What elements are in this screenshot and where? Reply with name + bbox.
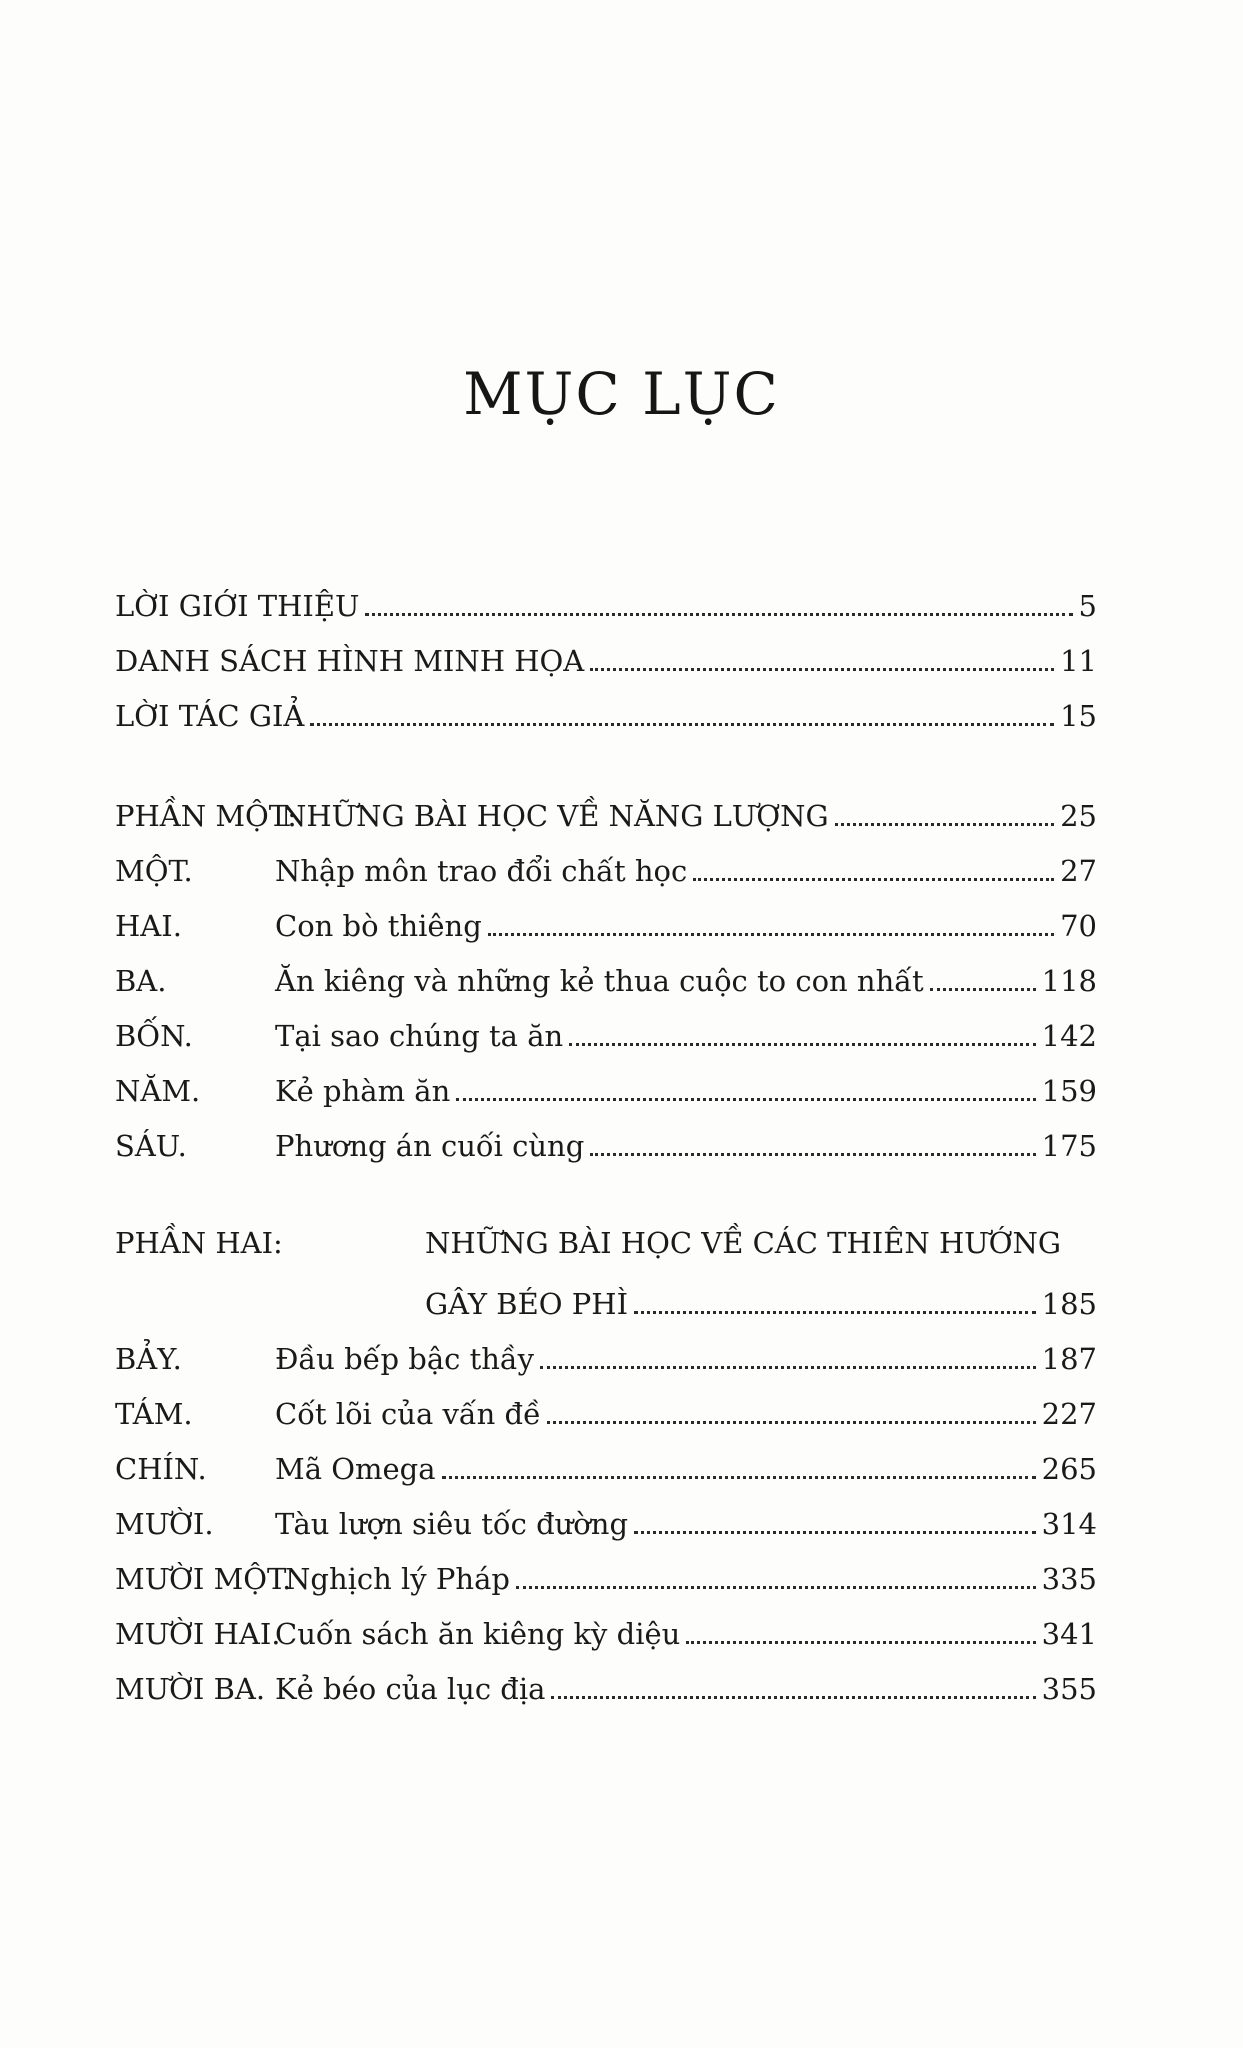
chapter-number: HAI.: [115, 909, 182, 943]
chapter-number: MƯỜI.: [115, 1507, 214, 1541]
dot-leader: [835, 823, 1054, 826]
chapter-title: Đầu bếp bậc thầy: [275, 1342, 535, 1376]
entry-page: 70: [1060, 909, 1097, 943]
entry-page: 142: [1041, 1019, 1097, 1053]
entry-page: 314: [1041, 1507, 1097, 1541]
part-two-title-line1[interactable]: NHỮNG BÀI HỌC VỀ CÁC THIÊN HƯỚNG: [425, 1226, 1062, 1260]
toc-chapter[interactable]: [115, 845, 1097, 889]
chapter-title: Kẻ phàm ăn: [275, 1074, 451, 1108]
toc-entry-figures[interactable]: [115, 635, 1097, 679]
entry-page: 335: [1041, 1562, 1097, 1596]
entry-page: 175: [1041, 1129, 1097, 1163]
dot-leader: [686, 1641, 1035, 1644]
dot-leader: [634, 1311, 1036, 1314]
chapter-title: Mã Omega: [275, 1452, 436, 1486]
entry-title: DANH SÁCH HÌNH MINH HỌA: [115, 644, 585, 678]
dot-leader: [365, 613, 1072, 616]
part-two-label: PHẦN HAI:: [115, 1226, 283, 1260]
part-title: NHỮNG BÀI HỌC VỀ NĂNG LƯỢNG: [281, 799, 829, 833]
dot-leader: [634, 1531, 1036, 1534]
chapter-number: BA.: [115, 964, 167, 998]
chapter-number: BẢY.: [115, 1342, 182, 1376]
dot-leader: [540, 1366, 1036, 1369]
toc-chapter[interactable]: [115, 1388, 1097, 1432]
toc-chapter[interactable]: [115, 1553, 1097, 1597]
dot-leader: [310, 723, 1054, 726]
entry-page: 341: [1041, 1617, 1097, 1651]
entry-page: 118: [1041, 964, 1097, 998]
chapter-title: Nghịch lý Pháp: [285, 1562, 510, 1596]
chapter-title: Kẻ béo của lục địa: [275, 1672, 546, 1706]
toc-part-two[interactable]: [115, 1278, 1097, 1322]
toc-chapter[interactable]: [115, 955, 1097, 999]
chapter-title: Tàu lượn siêu tốc đường: [275, 1507, 629, 1541]
entry-page: 5: [1078, 589, 1097, 623]
entry-page: 355: [1041, 1672, 1097, 1706]
chapter-number: MƯỜI MỘT.: [115, 1562, 292, 1596]
toc-chapter[interactable]: [115, 900, 1097, 944]
toc-chapter[interactable]: [115, 1443, 1097, 1487]
toc-chapter[interactable]: [115, 1498, 1097, 1542]
chapter-title: Con bò thiêng: [275, 909, 482, 943]
chapter-title: Cuốn sách ăn kiêng kỳ diệu: [275, 1617, 681, 1651]
entry-page: 159: [1041, 1074, 1097, 1108]
dot-leader: [488, 933, 1054, 936]
chapter-number: BỐN.: [115, 1019, 193, 1053]
part-title-line2: GÂY BÉO PHÌ: [425, 1287, 629, 1321]
toc-chapter[interactable]: [115, 1608, 1097, 1652]
entry-title: LỜI TÁC GIẢ: [115, 699, 305, 733]
chapter-title: Nhập môn trao đổi chất học: [275, 854, 688, 888]
chapter-number: MƯỜI HAI.: [115, 1617, 281, 1651]
dot-leader: [693, 878, 1054, 881]
entry-page: 185: [1041, 1287, 1097, 1321]
entry-page: 27: [1060, 854, 1097, 888]
entry-page: 265: [1041, 1452, 1097, 1486]
toc-part-one[interactable]: [115, 790, 1097, 834]
chapter-number: MỘT.: [115, 854, 193, 888]
entry-page: 187: [1041, 1342, 1097, 1376]
chapter-title: Cốt lõi của vấn đề: [275, 1397, 541, 1431]
dot-leader: [590, 1153, 1035, 1156]
part-label: PHẦN MỘT:: [115, 799, 297, 833]
chapter-title: Phương án cuối cùng: [275, 1129, 585, 1163]
toc-chapter[interactable]: [115, 1120, 1097, 1164]
entry-title: LỜI GIỚI THIỆU: [115, 589, 360, 623]
toc-chapter[interactable]: [115, 1333, 1097, 1377]
toc-chapter[interactable]: [115, 1065, 1097, 1109]
dot-leader: [569, 1043, 1035, 1046]
chapter-title: Ăn kiêng và những kẻ thua cuộc to con nhất: [275, 964, 924, 998]
dot-leader: [456, 1098, 1035, 1101]
chapter-number: MƯỜI BA.: [115, 1672, 266, 1706]
chapter-number: CHÍN.: [115, 1452, 207, 1486]
chapter-title: Tại sao chúng ta ăn: [275, 1019, 564, 1053]
toc-entry-author-note[interactable]: [115, 690, 1097, 734]
entry-page: 15: [1060, 699, 1097, 733]
toc-entry-intro[interactable]: [115, 580, 1097, 624]
chapter-number: TÁM.: [115, 1397, 193, 1431]
toc-chapter[interactable]: [115, 1663, 1097, 1707]
dot-leader: [551, 1696, 1035, 1699]
chapter-number: NĂM.: [115, 1074, 201, 1108]
entry-page: 11: [1060, 644, 1097, 678]
dot-leader: [516, 1586, 1036, 1589]
toc-chapter[interactable]: [115, 1010, 1097, 1054]
dot-leader: [547, 1421, 1036, 1424]
dot-leader: [442, 1476, 1036, 1479]
dot-leader: [930, 988, 1036, 991]
entry-page: 25: [1060, 799, 1097, 833]
dot-leader: [590, 668, 1054, 671]
entry-page: 227: [1041, 1397, 1097, 1431]
page-title: MỤC LỤC: [463, 360, 780, 428]
chapter-number: SÁU.: [115, 1129, 187, 1163]
